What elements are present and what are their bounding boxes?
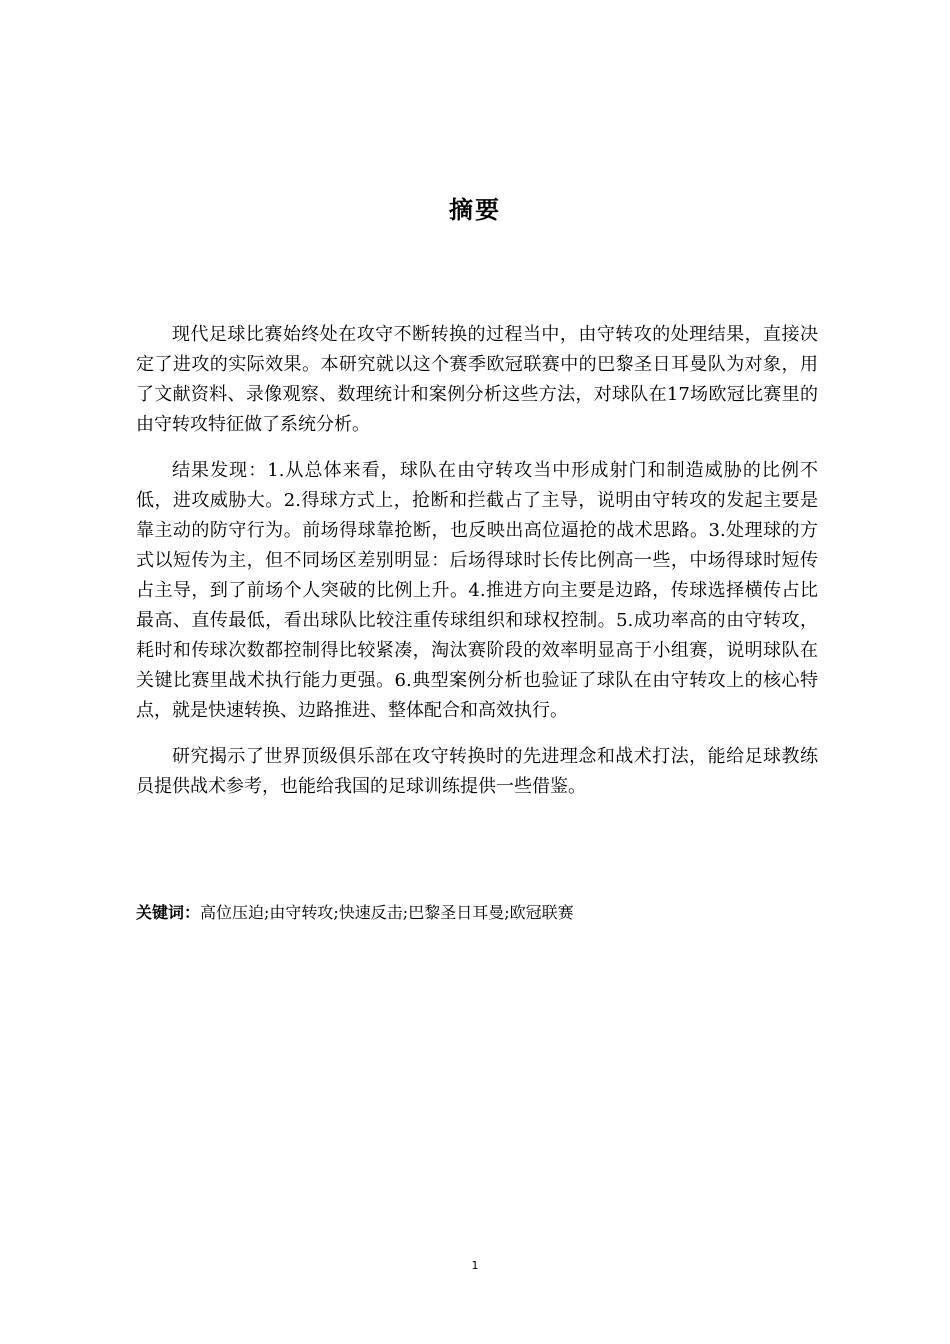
abstract-paragraph-2: 结果发现：1.从总体来看，球队在由守转攻当中形成射门和制造威胁的比例不低，进攻威胁大。2.得球方式上，抢断和拦截占了主导，说明由守转攻的发起主要是靠主动的防守行为。前场得球靠抢断，也反映出高位逼抢的战术思路。3.处理球的方式以短传为主，但不同场区差别明显：后场得球时长传比例高一些，中场得球时短传占主导，到了前场个人突破的比例上升。4.推进方向主要是边路，传球选择横传占比最高、直传最低，看出球队比较注重传球组织和球权控制。5.成功率高的由守转攻，耗时和传球次数都控制得比较紧凑，淘汰赛阶段的效率明显高于小组赛，说明球队在关键比赛里战术执行能力更强。6.典型案例分析也验证了球队在由守转攻上的核心特点，就是快速转换、边路推进、整体配合和高效执行。 (136, 460, 818, 721)
page-title: 摘要 (449, 196, 501, 224)
keywords-label: 关键词： (136, 903, 201, 922)
abstract-paragraph-1: 现代足球比赛始终处在攻守不断转换的过程当中，由守转攻的处理结果，直接决定了进攻的实际效果。本研究就以这个赛季欧冠联赛中的巴黎圣日耳曼队为对象，用了文献资料、录像观察、数理统计和案例分析这些方法，对球队在17场欧冠比赛里的由守转攻特征做了系统分析。 (136, 324, 818, 435)
abstract-body (136, 320, 818, 818)
abstract-paragraph-3: 研究揭示了世界顶级俱乐部在攻守转换时的先进理念和战术打法，能给足球教练员提供战术参考，也能给我国的足球训练提供一些借鉴。 (136, 746, 818, 797)
page-number: 1 (471, 1259, 479, 1272)
keywords-list: 高位压迫;由守转攻;快速反击;巴黎圣日耳曼;欧冠联赛 (200, 903, 574, 922)
keywords-line (136, 900, 836, 926)
